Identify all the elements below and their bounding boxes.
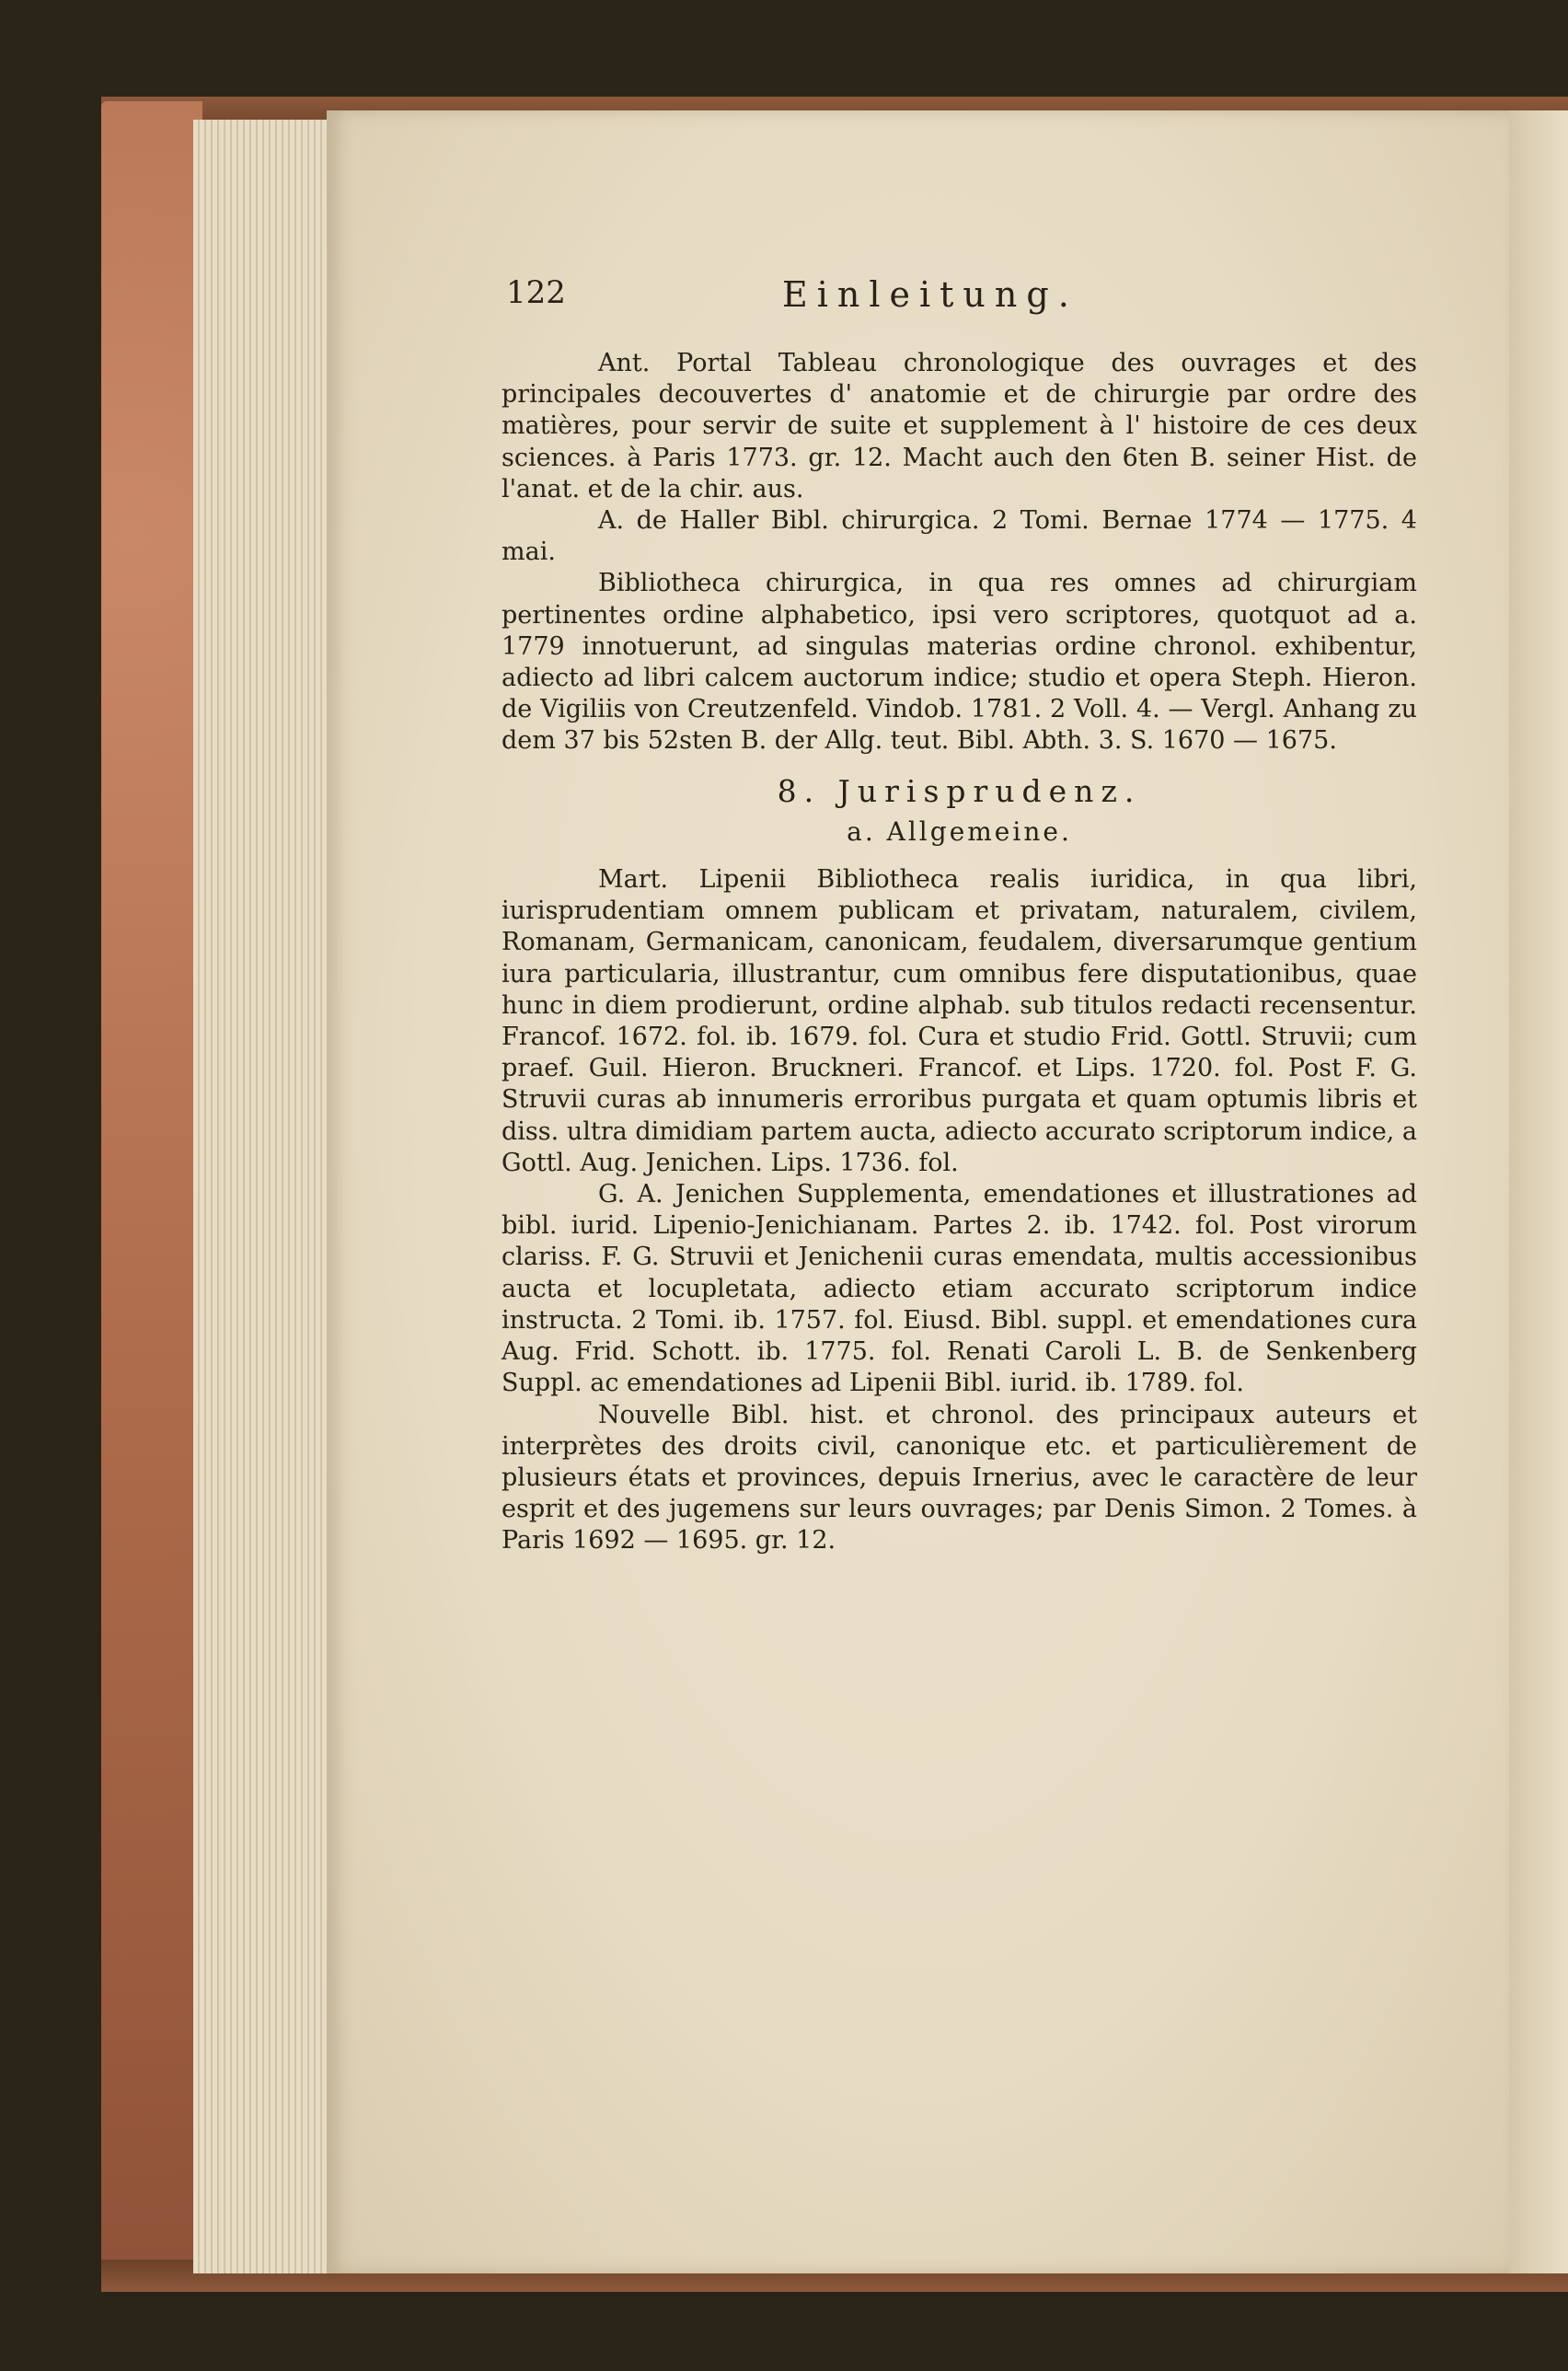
page-number: 122	[506, 274, 566, 311]
entry-haller: A. de Haller Bibl. chirurgica. 2 Tomi. Bernae 1774 — 1775. 4 mai.	[502, 506, 1417, 567]
book-cover-left	[101, 101, 202, 2292]
section-heading: 8. Jurisprudenz.	[777, 772, 1142, 809]
facing-page-edge	[1509, 110, 1568, 2273]
page-edges	[193, 120, 331, 2273]
entry-portal: Ant. Portal Tableau chronologique des ouvrages et des principales decouvertes d' anatomie et de chirurgie par ordre des matières, pour servir de suite et supplement à l' histoire de ces deux sciences. à Paris 1773. gr. 12. Macht auch den 6ten B. seiner Hist. de l'anat. et de la chir. aus.	[502, 349, 1417, 503]
entry-lipenii: Mart. Lipenii Bibliotheca realis iuridica, in qua libri, iurisprudentiam omnem publicam et privatam, naturalem, civilem, Romanam, Germanicam, canonicam, feudalem, diversarumque gentium iura particularia, illustrantur, cum omnibus fere disputationibus, quae hunc in diem prodierunt, ordine alphab. sub titulos redacti recensentur. Francof. 1672. fol. ib. 1679. fol. Cura et studio Frid. Gottl. Struvii; cum praef. Guil. Hieron. Bruckneri. Francof. et Lips. 1720. fol. Post F. G. Struvii curas ab innumeris erroribus purgata et quam optumis libris et diss. ultra dimidiam partem aucta, adiecto accurato scriptorum indice, a Gottl. Aug. Jenichen. Lips. 1736. fol.	[502, 865, 1417, 1177]
page-body	[502, 348, 1417, 1557]
entry-bibliotheca-chirurgica: Bibliotheca chirurgica, in qua res omnes ad chirurgiam pertinentes ordine alphabetico, ipsi vero scriptores, quotquot ad a. 1779 innotuerunt, ad singulas materias ordine chronol. exhibentur, adiecto ad libri calcem auctorum indice; studio et opera Steph. Hieron. de Vigiliis von Creutzenfeld. Vindob. 1781. 2 Voll. 4. — Vergl. Anhang zu dem 37 bis 52sten B. der Allg. teut. Bibl. Abth. 3. S. 1670 — 1675.	[502, 569, 1417, 756]
entry-jenichen: G. A. Jenichen Supplementa, emendationes et illustrationes ad bibl. iurid. Lipenio-Jenichianam. Partes 2. ib. 1742. fol. Post virorum clariss. F. G. Struvii et Jenichenii curas emendata, multis accessionibus aucta et locupletata, adiecto etiam accurato scriptorum indice instructa. 2 Tomi. ib. 1757. fol. Eiusd. Bibl. suppl. et emendationes cura Aug. Frid. Schott. ib. 1775. fol. Renati Caroli L. B. de Senkenberg Suppl. ac emendationes ad Lipenii Bibl. iurid. ib. 1789. fol.	[502, 1180, 1417, 1398]
page-header	[506, 274, 1426, 315]
entry-nouvelle-bibl: Nouvelle Bibl. hist. et chronol. des principaux auteurs et interprètes des droits civil, canonique etc. et particulièrement de plusieurs états et provinces, depuis Irnerius, avec le caractère de leur esprit et des jugemens sur leurs ouvrages; par Denis Simon. 2 Tomes. à Paris 1692 — 1695. gr. 12.	[502, 1400, 1417, 1556]
subsection-heading: a. Allgemeine.	[847, 815, 1072, 847]
running-title: Einleitung.	[782, 274, 1078, 315]
